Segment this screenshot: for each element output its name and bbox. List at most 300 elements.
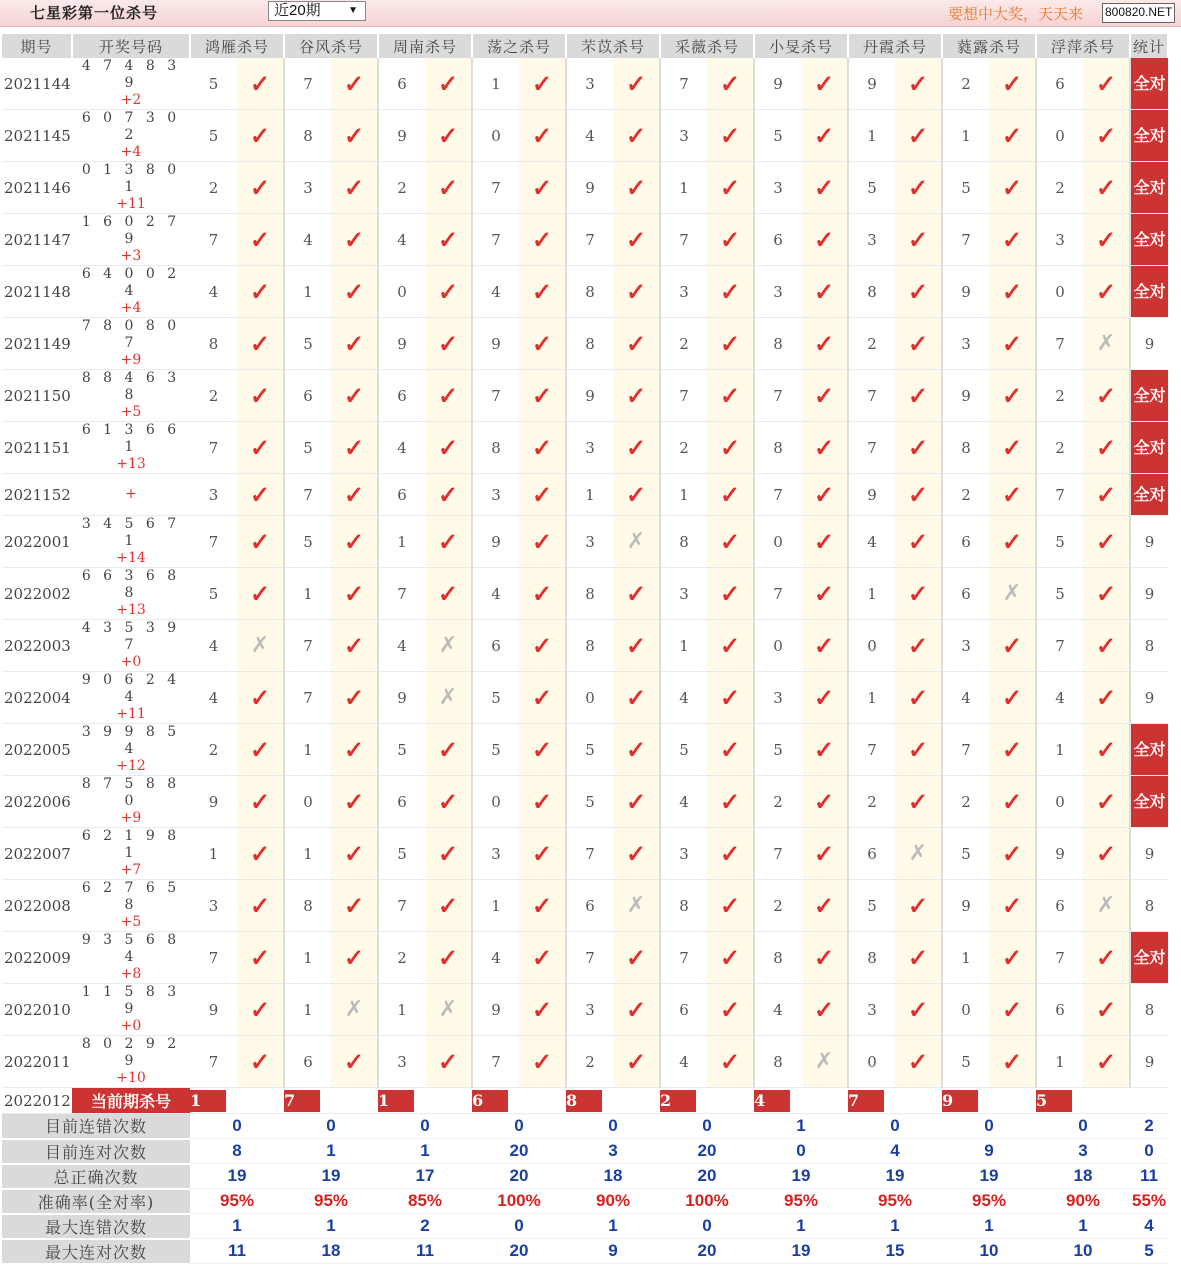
draw-numbers [72,318,190,370]
check-icon: ✓ [425,58,472,110]
kill-number: 7 [660,370,707,422]
kill-number: 3 [942,620,989,672]
check-icon: ✓ [519,776,566,828]
summary-value: 8 [190,1139,284,1164]
check-icon: ✓ [989,266,1036,318]
check-icon: ✓ [613,370,660,422]
check-icon: ✓ [519,266,566,318]
summary-value: 20 [660,1164,754,1189]
cross-icon: ✗ [613,880,660,932]
issue-number: 2021144 [2,58,72,110]
kill-number: 5 [1036,516,1083,568]
summary-value: 1 [190,1214,284,1239]
kill-number: 1 [848,672,895,724]
check-icon: ✓ [989,422,1036,474]
check-icon: ✓ [237,318,284,370]
check-icon: ✓ [519,318,566,370]
draw-sum: +4 [120,144,142,160]
draw-sum: +9 [120,352,142,368]
kill-number: 1 [942,932,989,984]
summary-value: 100% [472,1189,566,1214]
check-icon: ✓ [331,568,378,620]
kill-number: 7 [848,724,895,776]
stat-cell: 9 [1130,516,1168,568]
kill-number: 3 [754,266,801,318]
check-icon: ✓ [331,724,378,776]
check-icon: ✓ [989,932,1036,984]
kill-number: 9 [472,984,519,1036]
check-icon: ✓ [801,776,848,828]
stat-cell: 全对 [1130,110,1168,162]
kill-number: 2 [754,880,801,932]
check-icon: ✓ [895,880,942,932]
cross-icon: ✗ [425,672,472,724]
summary-value: 18 [1036,1164,1130,1189]
check-icon: ✓ [707,724,754,776]
kill-number: 3 [660,568,707,620]
kill-number: 7 [472,1036,519,1088]
kill-number: 4 [378,214,425,266]
kill-number: 3 [566,422,613,474]
check-icon: ✓ [1083,370,1130,422]
check-icon: ✓ [1083,474,1130,516]
summary-value: 18 [284,1239,378,1264]
summary-value: 0 [848,1114,942,1139]
page-title: 七星彩第一位杀号 [30,4,159,22]
kill-number: 2 [190,162,237,214]
current-kill-number: 1 [378,1090,414,1112]
kill-number: 0 [754,620,801,672]
summary-value: 10 [1036,1239,1130,1264]
cross-icon: ✗ [425,620,472,672]
kill-number: 8 [566,266,613,318]
summary-value: 2 [378,1214,472,1239]
draw-sum: + [125,486,137,502]
current-kill-cell [660,1088,754,1114]
check-icon: ✓ [331,370,378,422]
column-header: 芣苡杀号 [566,34,660,58]
summary-value: 0 [1036,1114,1130,1139]
check-icon: ✓ [331,214,378,266]
kill-number: 9 [754,58,801,110]
check-icon: ✓ [425,422,472,474]
check-icon: ✓ [707,58,754,110]
check-icon: ✓ [895,724,942,776]
check-icon: ✓ [237,828,284,880]
current-kill-cell [190,1088,284,1114]
check-icon: ✓ [801,422,848,474]
column-header: 鸿雁杀号 [190,34,284,58]
check-icon: ✓ [613,318,660,370]
summary-value: 9 [566,1239,660,1264]
check-icon: ✓ [425,162,472,214]
check-icon: ✓ [801,214,848,266]
draw-digits: 6 2 1 9 8 1 [81,828,181,861]
kill-number: 7 [660,214,707,266]
period-select[interactable] [268,1,366,21]
check-icon: ✓ [895,932,942,984]
current-kill-number: 9 [942,1090,978,1112]
kill-number: 2 [566,1036,613,1088]
stat-cell: 全对 [1130,162,1168,214]
kill-number: 1 [472,880,519,932]
check-icon: ✓ [707,214,754,266]
cross-icon: ✗ [425,984,472,1036]
column-header: 期号 [2,34,72,58]
kill-number: 1 [660,162,707,214]
kill-number: 2 [754,776,801,828]
kill-number: 2 [848,318,895,370]
check-icon: ✓ [331,58,378,110]
check-icon: ✓ [519,932,566,984]
draw-sum: +2 [120,92,142,108]
draw-numbers [72,880,190,932]
summary-value: 90% [566,1189,660,1214]
draw-numbers [72,370,190,422]
current-kill-cell [284,1088,378,1114]
summary-value: 0 [660,1114,754,1139]
kill-number: 3 [566,984,613,1036]
draw-digits: 6 2 7 6 5 8 [81,880,181,913]
stat-cell: 9 [1130,318,1168,370]
cross-icon: ✗ [613,516,660,568]
top-bar [0,0,1181,27]
kill-number: 4 [378,620,425,672]
site-badge[interactable]: 800820.NET [1102,3,1175,23]
stat-cell: 9 [1130,568,1168,620]
draw-digits: 4 7 4 8 3 9 [81,58,181,91]
current-issue: 2022012 [2,1088,72,1114]
kill-number: 2 [378,932,425,984]
draw-digits: 8 0 2 9 2 9 [81,1036,181,1069]
check-icon: ✓ [801,58,848,110]
kill-number: 8 [660,516,707,568]
kill-number: 4 [942,672,989,724]
draw-sum: +7 [120,862,142,878]
check-icon: ✓ [425,568,472,620]
summary-value: 95% [848,1189,942,1214]
check-icon: ✓ [1083,828,1130,880]
issue-number: 2022003 [2,620,72,672]
draw-sum: +13 [116,602,146,618]
draw-digits: 6 4 0 0 2 4 [81,266,181,299]
kill-number: 3 [1036,214,1083,266]
issue-number: 2022002 [2,568,72,620]
kill-number: 5 [942,1036,989,1088]
issue-number: 2021146 [2,162,72,214]
check-icon: ✓ [237,516,284,568]
kill-number: 1 [1036,1036,1083,1088]
table-row [2,776,1168,828]
summary-value: 1 [378,1139,472,1164]
column-header: 荡之杀号 [472,34,566,58]
issue-number: 2021148 [2,266,72,318]
summary-value: 4 [848,1139,942,1164]
kill-number: 3 [848,214,895,266]
kill-number: 4 [660,776,707,828]
check-icon: ✓ [707,932,754,984]
check-icon: ✓ [801,110,848,162]
summary-value: 19 [190,1164,284,1189]
kill-number: 7 [566,828,613,880]
kill-number: 7 [378,880,425,932]
summary-row [2,1164,1168,1189]
stat-cell: 全对 [1130,776,1168,828]
summary-value: 55% [1130,1189,1168,1214]
kill-number: 2 [1036,422,1083,474]
check-icon: ✓ [237,214,284,266]
kill-number: 8 [754,318,801,370]
check-icon: ✓ [707,162,754,214]
draw-sum: +3 [120,248,142,264]
kill-number: 0 [848,1036,895,1088]
kill-number: 5 [378,828,425,880]
kill-number: 5 [378,724,425,776]
check-icon: ✓ [331,110,378,162]
check-icon: ✓ [1083,776,1130,828]
kill-number: 7 [754,474,801,516]
check-icon: ✓ [237,776,284,828]
kill-number: 8 [190,318,237,370]
issue-number: 2022009 [2,932,72,984]
check-icon: ✓ [613,776,660,828]
issue-number: 2021150 [2,370,72,422]
kill-number: 1 [378,984,425,1036]
check-icon: ✓ [331,828,378,880]
kill-number: 6 [1036,58,1083,110]
kill-number: 2 [378,162,425,214]
draw-numbers [72,672,190,724]
kill-number: 7 [660,58,707,110]
kill-number: 7 [848,422,895,474]
table-row [2,672,1168,724]
kill-number: 7 [190,422,237,474]
check-icon: ✓ [237,58,284,110]
check-icon: ✓ [895,516,942,568]
summary-value: 0 [1130,1139,1168,1164]
stat-cell: 全对 [1130,422,1168,474]
summary-row [2,1114,1168,1139]
kill-number: 0 [1036,110,1083,162]
check-icon: ✓ [425,110,472,162]
current-kill-number: 7 [848,1090,884,1112]
check-icon: ✓ [613,58,660,110]
table-row [2,110,1168,162]
check-icon: ✓ [801,672,848,724]
table-row [2,568,1168,620]
kill-number: 8 [848,266,895,318]
kill-number: 8 [848,932,895,984]
kill-number: 4 [190,266,237,318]
summary-value: 19 [848,1164,942,1189]
check-icon: ✓ [989,162,1036,214]
kill-number: 7 [566,214,613,266]
kill-number: 8 [754,932,801,984]
check-icon: ✓ [519,672,566,724]
check-icon: ✓ [613,266,660,318]
stat-cell: 全对 [1130,58,1168,110]
check-icon: ✓ [895,568,942,620]
check-icon: ✓ [1083,672,1130,724]
kill-number: 2 [190,724,237,776]
summary-value: 95% [754,1189,848,1214]
kill-number: 4 [284,214,331,266]
check-icon: ✓ [707,370,754,422]
draw-sum: +11 [116,196,146,212]
current-kill-row [2,1088,1168,1114]
kill-number: 5 [754,724,801,776]
summary-value: 0 [284,1114,378,1139]
summary-value: 85% [378,1189,472,1214]
check-icon: ✓ [613,932,660,984]
check-icon: ✓ [989,880,1036,932]
current-kill-number: 8 [566,1090,602,1112]
kill-number: 9 [472,516,519,568]
check-icon: ✓ [425,370,472,422]
cross-icon: ✗ [801,1036,848,1088]
kill-number: 7 [284,672,331,724]
summary-value: 1 [942,1214,1036,1239]
check-icon: ✓ [237,984,284,1036]
kill-number: 3 [566,516,613,568]
table-row [2,880,1168,932]
check-icon: ✓ [895,370,942,422]
current-kill-number: 1 [190,1090,226,1112]
kill-number: 4 [472,932,519,984]
kill-number: 2 [660,318,707,370]
draw-numbers [72,724,190,776]
kill-number: 7 [942,214,989,266]
column-header: 浮萍杀号 [1036,34,1130,58]
kill-number: 0 [848,620,895,672]
kill-number: 4 [660,672,707,724]
draw-digits: 1 1 5 8 3 9 [81,984,181,1017]
check-icon: ✓ [425,724,472,776]
check-icon: ✓ [237,370,284,422]
check-icon: ✓ [707,568,754,620]
kill-number: 3 [378,1036,425,1088]
check-icon: ✓ [801,828,848,880]
draw-digits: 9 3 5 6 8 4 [81,932,181,965]
check-icon: ✓ [519,568,566,620]
issue-number: 2022007 [2,828,72,880]
kill-number: 6 [472,620,519,672]
kill-number: 8 [660,880,707,932]
draw-digits: 8 7 5 8 8 0 [81,776,181,809]
kill-number: 7 [754,828,801,880]
kill-number: 1 [284,724,331,776]
kill-number: 3 [190,880,237,932]
check-icon: ✓ [237,474,284,516]
summary-row [2,1214,1168,1239]
check-icon: ✓ [989,214,1036,266]
summary-value: 1 [848,1214,942,1239]
check-icon: ✓ [425,318,472,370]
kill-number: 5 [848,162,895,214]
stat-cell: 9 [1130,828,1168,880]
cross-icon: ✗ [895,828,942,880]
draw-digits: 3 4 5 6 7 1 [81,516,181,549]
kill-number: 7 [566,932,613,984]
table-row [2,474,1168,516]
stat-cell: 8 [1130,880,1168,932]
check-icon: ✓ [519,516,566,568]
check-icon: ✓ [237,932,284,984]
kill-number: 5 [566,724,613,776]
draw-sum: +5 [120,914,142,930]
summary-value: 9 [942,1139,1036,1164]
kill-number: 0 [754,516,801,568]
check-icon: ✓ [989,318,1036,370]
kill-number: 4 [190,672,237,724]
table-row [2,214,1168,266]
kill-number: 4 [660,1036,707,1088]
check-icon: ✓ [707,474,754,516]
kill-number: 8 [284,880,331,932]
table-header [2,34,1168,58]
kill-number: 7 [472,370,519,422]
check-icon: ✓ [613,828,660,880]
check-icon: ✓ [613,724,660,776]
summary-row [2,1239,1168,1264]
table-row [2,370,1168,422]
draw-numbers [72,474,190,516]
check-icon: ✓ [613,672,660,724]
check-icon: ✓ [519,110,566,162]
check-icon: ✓ [895,266,942,318]
column-header: 开奖号码 [72,34,190,58]
check-icon: ✓ [1083,214,1130,266]
kill-number: 0 [472,110,519,162]
summary-value: 1 [1036,1214,1130,1239]
kill-number: 0 [284,776,331,828]
draw-digits: 6 6 3 6 8 8 [81,568,181,601]
check-icon: ✓ [331,422,378,474]
draw-sum: +0 [120,654,142,670]
kill-number: 4 [472,568,519,620]
summary-value: 19 [942,1164,1036,1189]
check-icon: ✓ [1083,1036,1130,1088]
kill-number: 1 [848,110,895,162]
summary-value: 20 [660,1139,754,1164]
summary-value: 19 [284,1164,378,1189]
check-icon: ✓ [519,1036,566,1088]
kill-number: 8 [942,422,989,474]
check-icon: ✓ [707,828,754,880]
stat-cell: 8 [1130,984,1168,1036]
kill-number: 5 [284,318,331,370]
draw-sum: +5 [120,404,142,420]
check-icon: ✓ [989,370,1036,422]
check-icon: ✓ [425,776,472,828]
kill-number: 5 [848,880,895,932]
summary-value: 1 [284,1214,378,1239]
check-icon: ✓ [613,620,660,672]
kill-number: 3 [566,58,613,110]
summary-value: 1 [754,1214,848,1239]
summary-value: 20 [472,1239,566,1264]
kill-number: 7 [190,932,237,984]
draw-numbers [72,266,190,318]
check-icon: ✓ [895,1036,942,1088]
check-icon: ✓ [1083,984,1130,1036]
kill-number: 5 [942,162,989,214]
check-icon: ✓ [1083,422,1130,474]
kill-number: 0 [472,776,519,828]
summary-value: 10 [942,1239,1036,1264]
kill-number: 1 [284,568,331,620]
check-icon: ✓ [707,110,754,162]
